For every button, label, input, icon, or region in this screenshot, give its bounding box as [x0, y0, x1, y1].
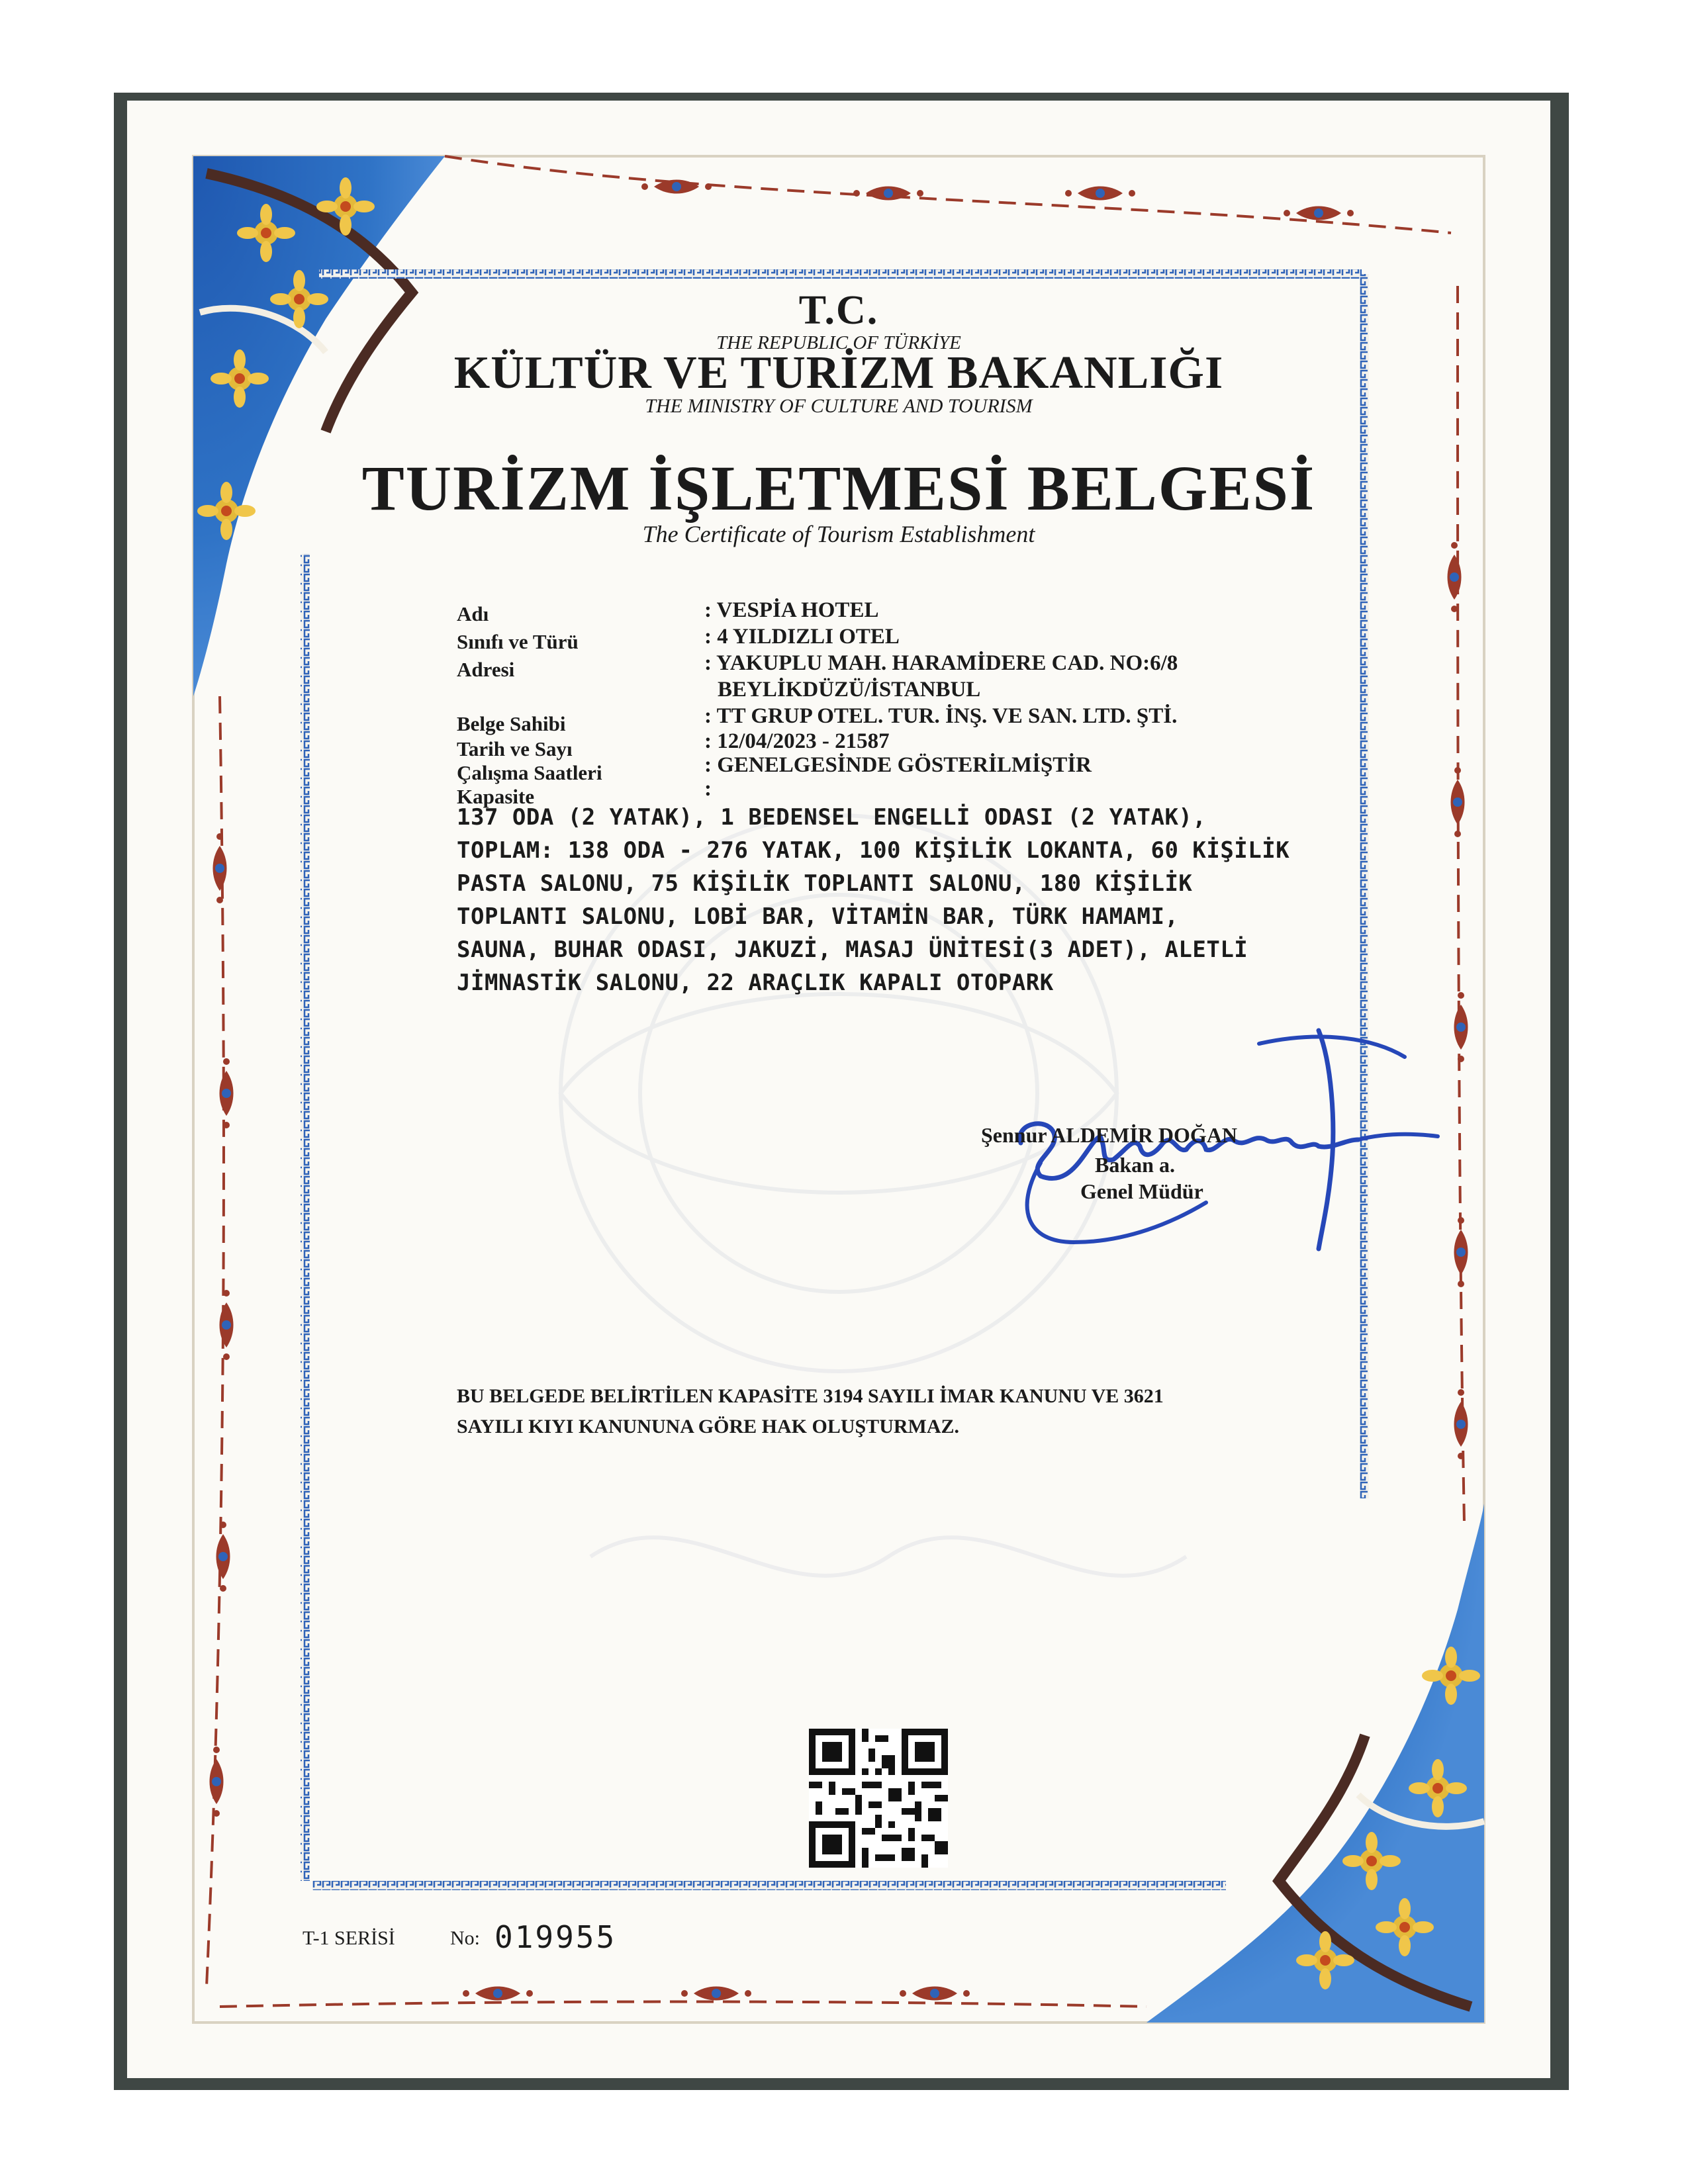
capacity-line: SAUNA, BUHAR ODASI, JAKUZİ, MASAJ ÜNİTESİ(3 ADET), ALETLİ — [457, 936, 1248, 963]
capacity-line: 137 ODA (2 YATAK), 1 BEDENSEL ENGELLİ ODASI (2 YATAK), — [457, 804, 1207, 831]
capacity-line: JİMNASTİK SALONU, 22 ARAÇLIK KAPALI OTOPARK — [457, 970, 1054, 996]
ministry-heading: KÜLTÜR VE TURİZM BAKANLIĞI — [453, 347, 1224, 398]
field-label-working-hours: Çalışma Saatleri — [457, 761, 602, 784]
capacity-line: TOPLANTI SALONU, LOBİ BAR, VİTAMİN BAR, TÜRK HAMAMI, — [457, 903, 1179, 930]
certificate-sheet — [127, 101, 1550, 2078]
field-value-name: : VESPİA HOTEL — [704, 598, 879, 622]
field-label-date-number: Tarih ve Sayı — [457, 737, 573, 760]
field-value-address: : YAKUPLU MAH. HARAMİDERE CAD. NO:6/8 — [704, 651, 1178, 675]
field-label-name: Adı — [457, 602, 489, 625]
certificate-title: TURİZM İŞLETMESİ BELGESİ — [361, 453, 1316, 523]
capacity-description — [457, 801, 1489, 999]
capacity-legal-notice — [457, 1381, 1516, 1442]
ministry-en-subtitle: THE MINISTRY OF CULTURE AND TOURISM — [645, 395, 1033, 417]
notice-line: BU BELGEDE BELİRTİLEN KAPASİTE 3194 SAYILI İMAR KANUNU VE 3621 — [457, 1385, 1164, 1407]
capacity-line: PASTA SALONU, 75 KİŞİLİK TOPLANTI SALONU, 180 KİŞİLİK — [457, 870, 1193, 897]
field-label-class: Sınıfı ve Türü — [457, 630, 579, 653]
tc-heading: T.C. — [798, 288, 879, 333]
capacity-line: TOPLAM: 138 ODA - 276 YATAK, 100 KİŞİLİK LOKANTA, 60 KİŞİLİK — [457, 837, 1290, 864]
field-value-owner: : TT GRUP OTEL. TUR. İNŞ. VE SAN. LTD. ŞTİ. — [704, 704, 1178, 728]
republic-en-subtitle: THE REPUBLIC OF TÜRKİYE — [716, 332, 961, 353]
field-label-address: Adresi — [457, 658, 515, 681]
field-value-date-number: : 12/04/2023 - 21587 — [704, 729, 890, 753]
signatory-name: Şennur ALDEMİR DOĞAN — [981, 1123, 1238, 1147]
qr-code — [809, 1729, 948, 1868]
field-value-class: : 4 YILDIZLI OTEL — [704, 625, 900, 649]
signatory-title: Genel Müdür — [1080, 1179, 1203, 1203]
certificate-title-en: The Certificate of Tourism Establishment — [642, 521, 1035, 547]
serial-series-label: T-1 SERİSİ — [303, 1927, 395, 1949]
field-label-capacity: Kapasite — [457, 785, 535, 808]
field-value-capacity: : — [704, 777, 712, 801]
serial-no-label: No: — [450, 1927, 480, 1949]
notice-line: SAYILI KIYI KANUNUNA GÖRE HAK OLUŞTURMAZ. — [457, 1416, 960, 1437]
signatory-on-behalf: Bakan a. — [1095, 1153, 1175, 1177]
field-label-owner: Belge Sahibi — [457, 712, 566, 735]
field-value-address-cont: BEYLİKDÜZÜ/İSTANBUL — [718, 678, 981, 702]
field-value-working-hours: : GENELGESİNDE GÖSTERİLMİŞTİR — [704, 753, 1092, 777]
serial-number: 019955 — [494, 1919, 617, 1955]
